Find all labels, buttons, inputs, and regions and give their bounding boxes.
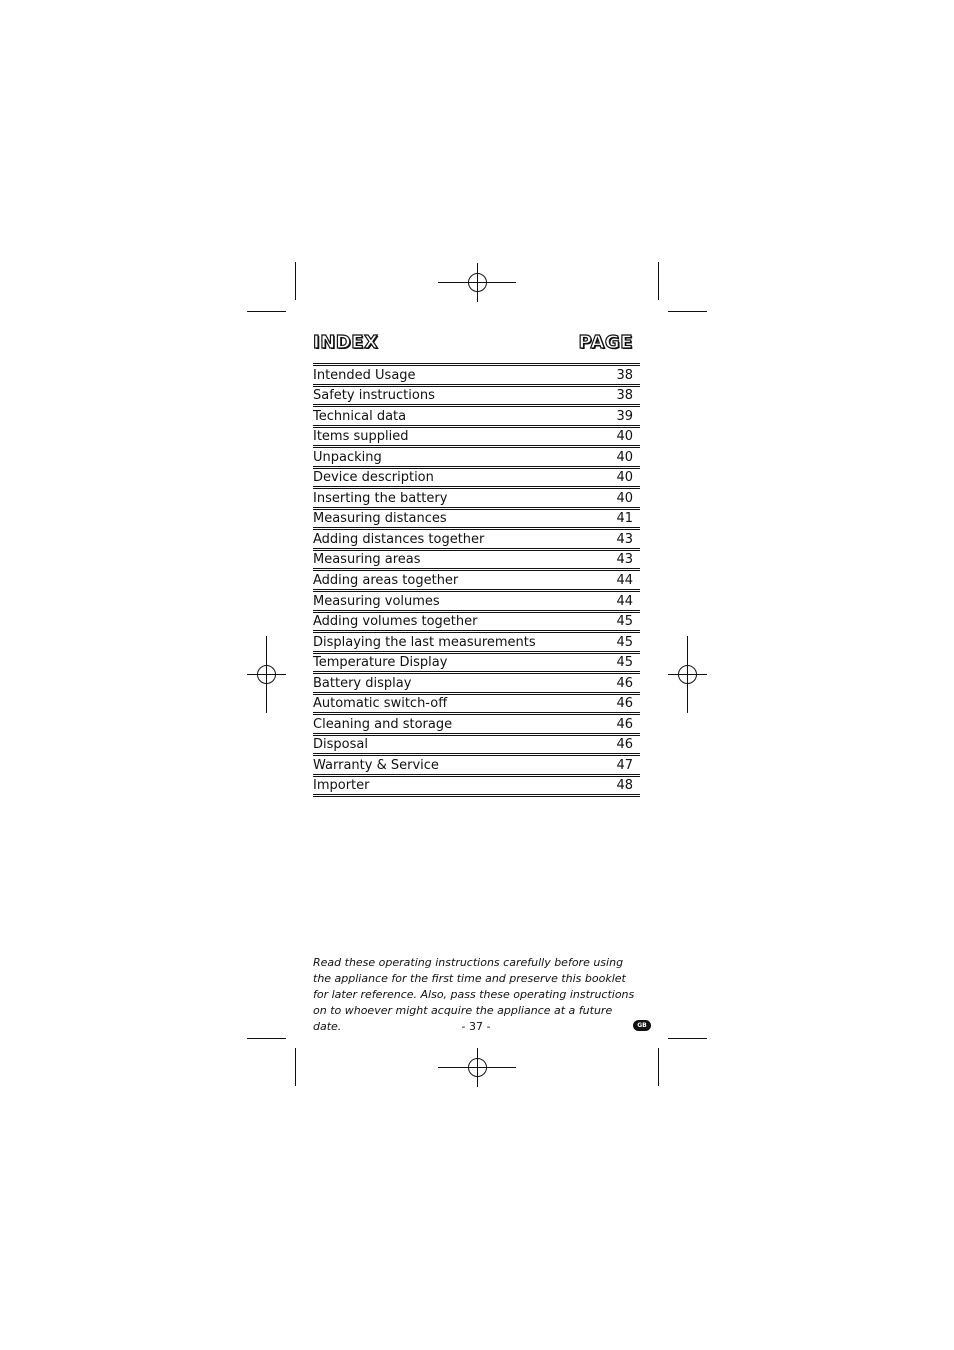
toc-entry: [313, 428, 640, 449]
toc-entry: [313, 736, 640, 757]
registration-mark-bottom: [438, 1048, 516, 1087]
toc-entry-page: 38: [616, 367, 633, 383]
toc-entry: [313, 592, 640, 613]
toc-entry-page: 40: [616, 490, 633, 506]
toc-entry: [313, 489, 640, 510]
toc-entry-title: Cleaning and storage: [313, 716, 453, 732]
index-header: [313, 331, 633, 355]
toc-entry: [313, 571, 640, 592]
toc-entry: [313, 510, 640, 531]
toc-entry: [313, 674, 640, 695]
toc-entry: [313, 366, 640, 387]
page-heading: PAGE: [578, 332, 633, 353]
toc-entry: [313, 613, 640, 634]
toc-entry-title: Items supplied: [313, 429, 409, 445]
toc-entry: [313, 715, 640, 736]
toc-entry-page: 44: [616, 573, 633, 589]
toc-entry-title: Importer: [313, 778, 370, 794]
toc-entry-title: Displaying the last measurements: [313, 634, 536, 650]
toc-entry-title: Automatic switch-off: [313, 696, 448, 712]
toc-entry-title: Unpacking: [313, 449, 382, 465]
registration-mark-right: [668, 636, 707, 713]
toc-entry: [313, 695, 640, 716]
toc-entry-page: 46: [616, 737, 633, 753]
toc-entry-title: Safety instructions: [313, 388, 435, 404]
toc-entry: [313, 448, 640, 469]
toc-entry-title: Intended Usage: [313, 367, 416, 383]
toc-entry-page: 38: [616, 388, 633, 404]
toc-entry-page: 43: [616, 531, 633, 547]
toc-entry-page: 40: [616, 429, 633, 445]
toc-entry-page: 43: [616, 552, 633, 568]
toc-entry: [313, 407, 640, 428]
toc-entry-page: 45: [616, 614, 633, 630]
toc-entry-title: Device description: [313, 470, 434, 486]
index-heading: INDEX: [313, 332, 379, 353]
language-badge: GB: [633, 1020, 651, 1031]
toc-entry: [313, 633, 640, 654]
instructions-note: Read these operating instructions carefully before using the appliance for the first time and preserve this booklet for later reference. Also, pass these operating instructions on to whoever might acquire the appliance at a future date.: [313, 956, 635, 1033]
toc-entry-page: 39: [616, 408, 633, 424]
toc-entry-page: 47: [616, 757, 633, 773]
toc-entry-page: 45: [616, 634, 633, 650]
toc-entry-page: 44: [616, 593, 633, 609]
toc-entry-title: Measuring distances: [313, 511, 447, 527]
toc-entry-page: 40: [616, 449, 633, 465]
registration-mark-left: [247, 636, 286, 713]
registration-mark-top: [438, 263, 516, 302]
toc-entry: [313, 387, 640, 408]
toc-entry-page: 46: [616, 675, 633, 691]
toc-entry-title: Measuring areas: [313, 552, 421, 568]
toc-entry-title: Adding distances together: [313, 531, 485, 547]
toc-entry-title: Inserting the battery: [313, 490, 448, 506]
toc-entry-title: Disposal: [313, 737, 368, 753]
toc-entry-title: Temperature Display: [313, 655, 448, 671]
toc-entry-page: 45: [616, 655, 633, 671]
toc-entry: [313, 777, 640, 798]
toc-entry-page: 46: [616, 716, 633, 732]
toc-entry: [313, 469, 640, 490]
toc-entry-page: 48: [616, 778, 633, 794]
toc-entry: [313, 530, 640, 551]
toc-entry-page: 40: [616, 470, 633, 486]
toc-entry-title: Adding volumes together: [313, 614, 478, 630]
toc-entry-title: Measuring volumes: [313, 593, 440, 609]
toc-entry-page: 46: [616, 696, 633, 712]
toc-entry-page: 41: [616, 511, 633, 527]
toc-entry: [313, 756, 640, 777]
toc-entry-title: Warranty & Service: [313, 757, 439, 773]
table-of-contents: [313, 363, 640, 797]
toc-entry: [313, 551, 640, 572]
toc-entry-title: Adding areas together: [313, 573, 459, 589]
toc-entry-title: Battery display: [313, 675, 412, 691]
page-number: - 37 -: [461, 1020, 491, 1033]
toc-entry: [313, 654, 640, 675]
toc-entry-title: Technical data: [313, 408, 407, 424]
